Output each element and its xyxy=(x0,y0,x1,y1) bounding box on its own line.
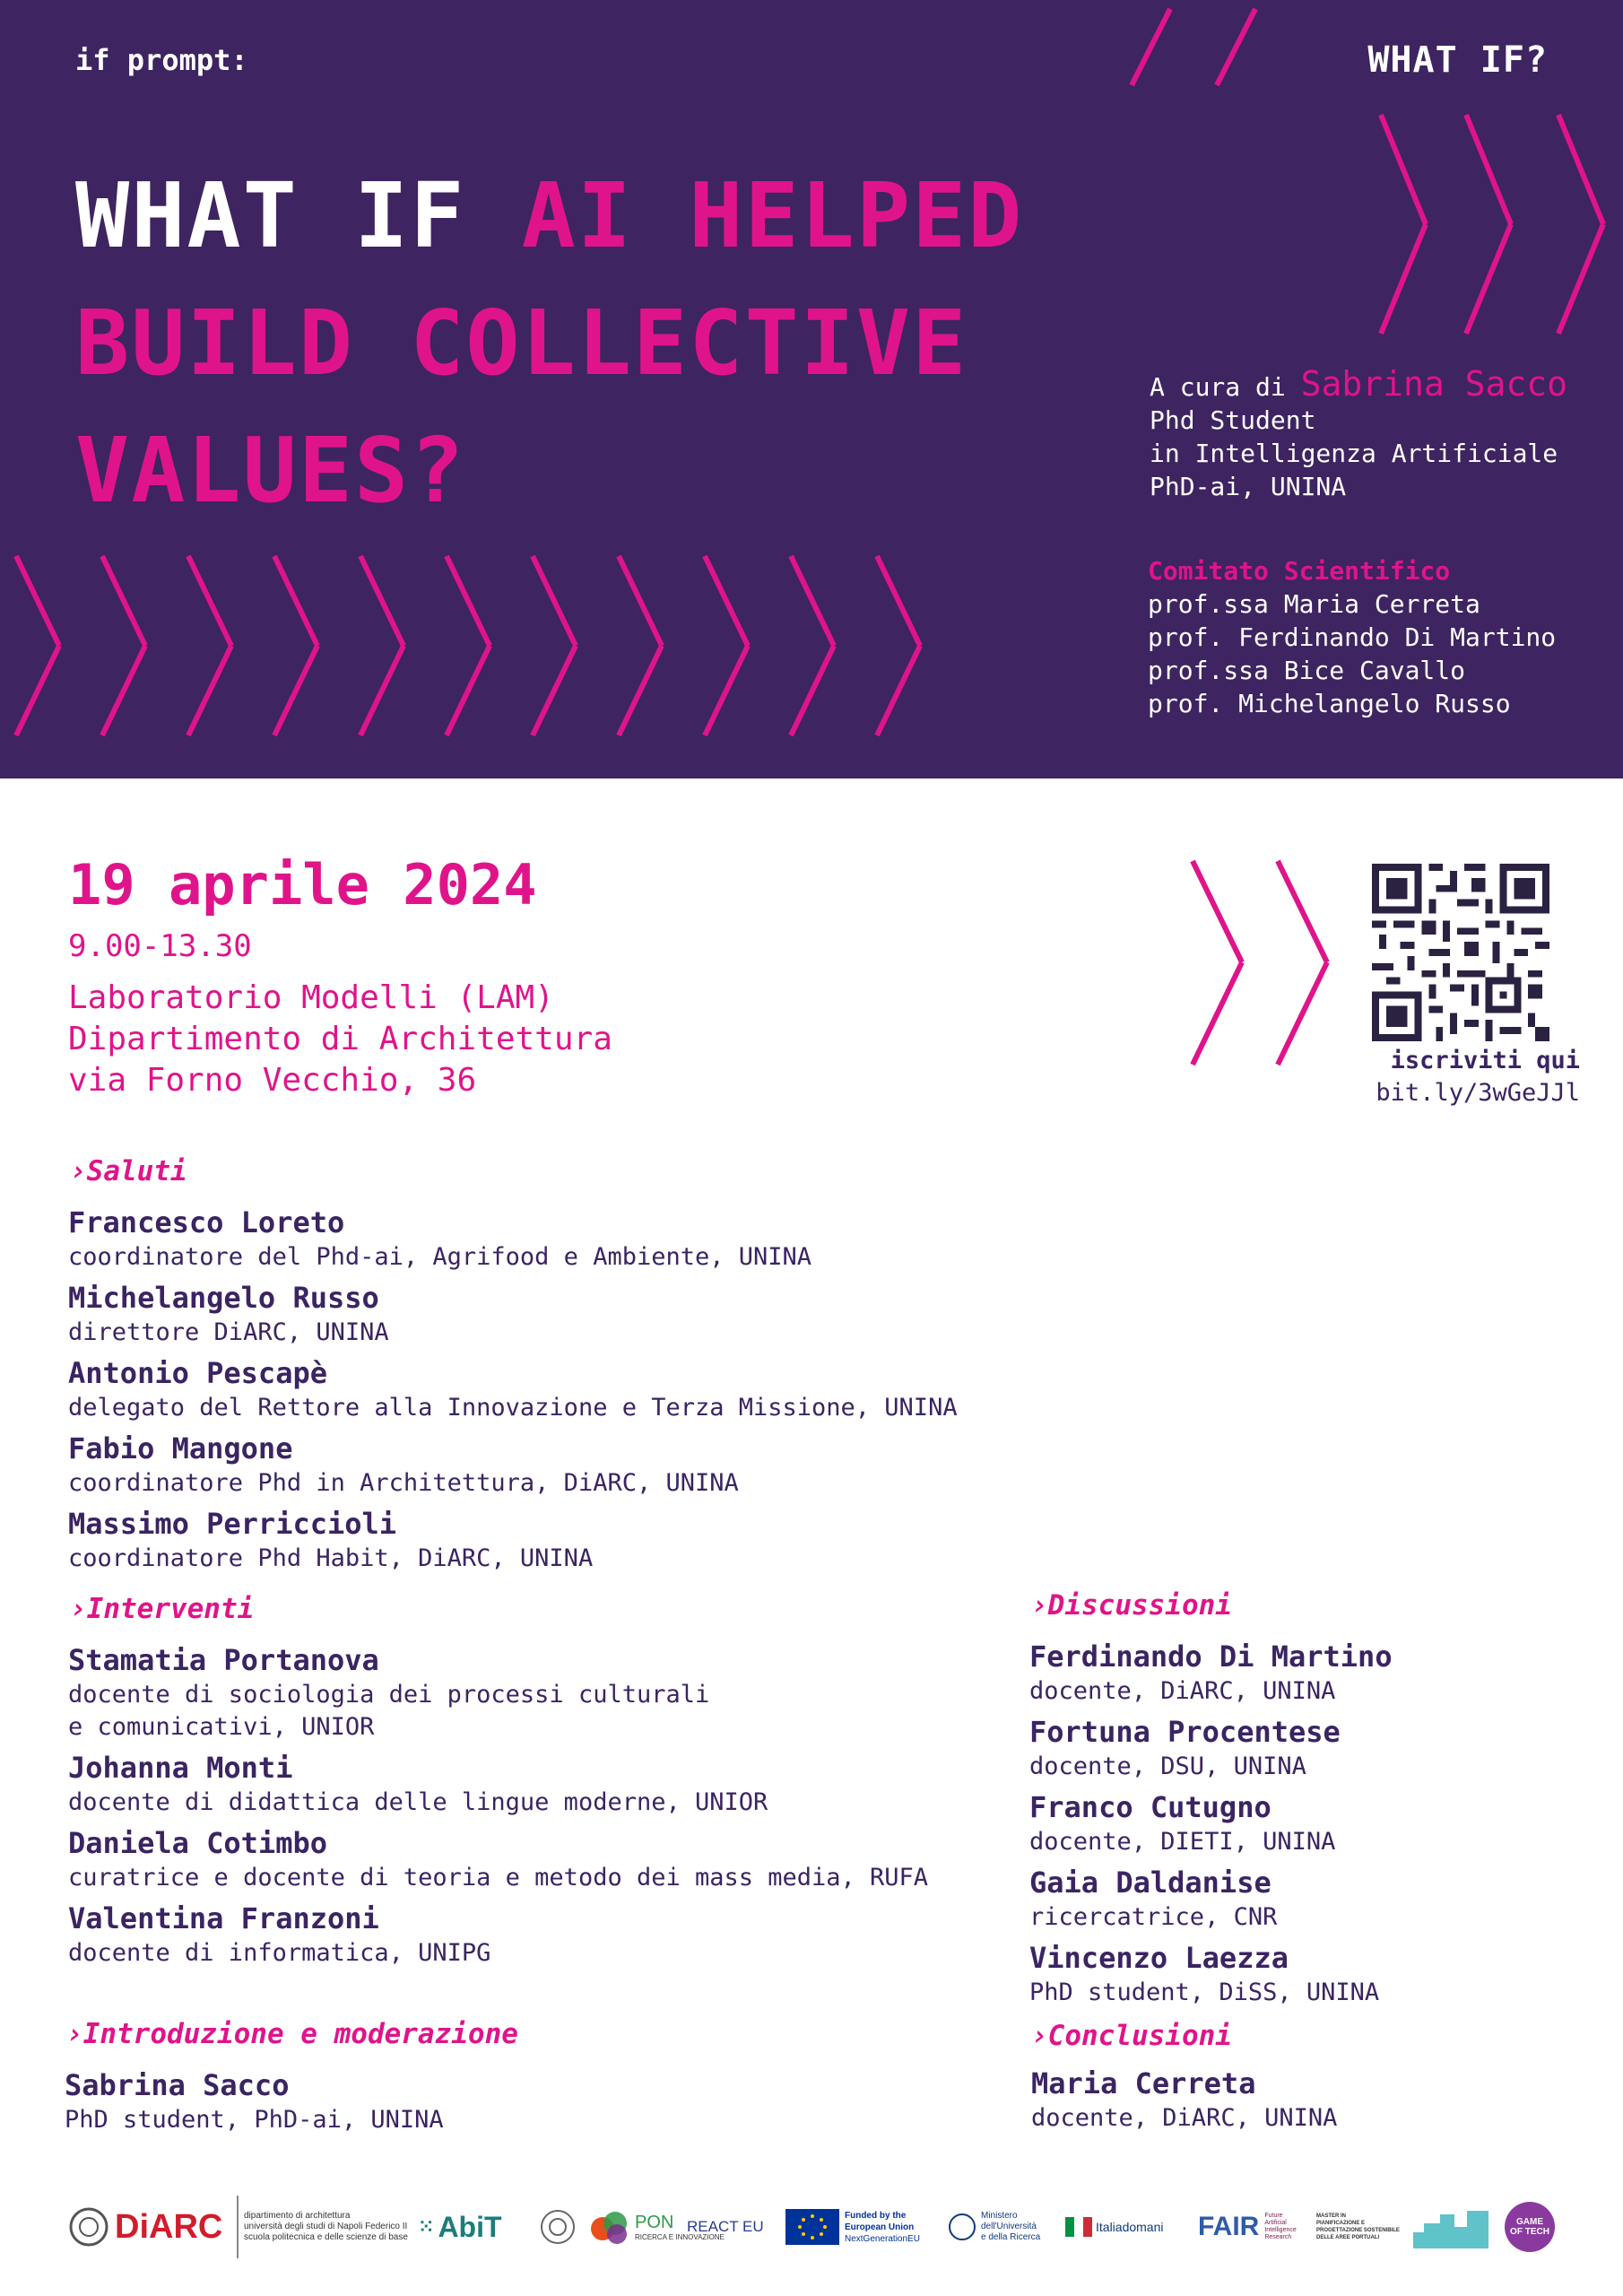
person-name: Fabio Mangone xyxy=(68,1431,293,1465)
curator-role: Phd Student xyxy=(1150,405,1316,435)
section-heading-introduzione: ›Introduzione e moderazione xyxy=(66,2018,518,2050)
person-name: Ferdinando Di Martino xyxy=(1029,1639,1393,1674)
person-role: PhD student, DiSS, UNINA xyxy=(1029,1979,1380,2006)
person-role: e comunicativi, UNIOR xyxy=(68,1713,375,1741)
list-item xyxy=(1029,1638,1393,1708)
master-logo xyxy=(1316,2196,1400,2258)
conclusioni-list xyxy=(1031,2065,1337,2140)
event-time: 9.00-13.30 xyxy=(68,928,252,964)
person-role: coordinatore del Phd-ai, Agrifood e Ambiente, UNINA xyxy=(68,1243,812,1271)
abit-dots-icon: ⁙ xyxy=(418,2215,435,2238)
person-name: Stamatia Portanova xyxy=(68,1643,379,1677)
register-label: iscriviti qui xyxy=(1390,1047,1580,1074)
person-role: docente, DiARC, UNINA xyxy=(1031,2104,1338,2132)
list-item xyxy=(65,2066,444,2136)
list-item xyxy=(68,1641,928,1744)
curator-block xyxy=(1150,364,1567,503)
abit-logo xyxy=(418,2196,502,2258)
mur-line: dell'Università xyxy=(981,2222,1037,2231)
introduzione-list xyxy=(65,2066,444,2142)
unina-seal-icon xyxy=(68,2196,109,2258)
person-name: Francesco Loreto xyxy=(68,1205,345,1239)
venue-line: via Forno Vecchio, 36 xyxy=(68,1062,477,1099)
interventi-list xyxy=(68,1641,928,1975)
pon-sub: RICERCA E INNOVAZIONE xyxy=(635,2233,725,2241)
list-item xyxy=(1029,1939,1393,2009)
master-line: PIANIFICAZIONE E xyxy=(1316,2221,1366,2226)
comitato-member: prof. Ferdinando Di Martino xyxy=(1148,622,1557,652)
section-heading-interventi: ›Interventi xyxy=(70,1593,255,1625)
curator-name: Sabrina Sacco xyxy=(1300,364,1567,404)
game-line: GAME xyxy=(1516,2217,1543,2227)
saluti-list xyxy=(68,1204,958,1580)
curator-role: in Intelligenza Artificiale xyxy=(1150,439,1558,468)
person-name: Valentina Franzoni xyxy=(68,1901,379,1935)
italiadomani-logo xyxy=(1065,2196,1164,2258)
title-magenta-part: AI HELPED xyxy=(521,163,1024,268)
mur-emblem-icon xyxy=(947,2212,977,2242)
person-role: curatrice e docente di teoria e metodo dei mass media, RUFA xyxy=(68,1864,929,1892)
game-of-tech-logo xyxy=(1505,2196,1555,2258)
list-item xyxy=(68,1354,958,1424)
registration-block xyxy=(1345,1045,1580,1109)
person-role: docente di didattica delle lingue moderne, UNIOR xyxy=(68,1788,768,1816)
curator-role: PhD-ai, UNINA xyxy=(1150,472,1347,501)
diarc-subtitle xyxy=(237,2196,408,2258)
partner-logos-bar xyxy=(68,2196,1557,2258)
list-item xyxy=(1029,1788,1393,1858)
comitato-member: prof. Michelangelo Russo xyxy=(1148,689,1511,718)
comitato-member: prof.ssa Maria Cerreta xyxy=(1148,589,1480,619)
person-role: docente di sociologia dei processi culturali xyxy=(68,1681,710,1709)
section-heading-discussioni: ›Discussioni xyxy=(1031,1589,1232,1622)
mur-line: e della Ricerca xyxy=(981,2232,1041,2242)
seal-icon xyxy=(538,2196,577,2258)
person-name: Gaia Daldanise xyxy=(1029,1866,1271,1900)
discussioni-list xyxy=(1029,1638,1393,2014)
master-line: MASTER IN xyxy=(1316,2213,1346,2219)
curator-prefix: A cura di xyxy=(1150,372,1286,402)
comitato-heading: Comitato Scientifico xyxy=(1148,556,1451,586)
venue-line: Dipartimento di Architettura xyxy=(68,1021,612,1057)
header-banner xyxy=(0,0,1623,778)
react-eu-logo: REACT EU xyxy=(687,2218,764,2235)
person-name: Antonio Pescapè xyxy=(68,1356,327,1390)
master-line: DELLE AREE PORTUALI xyxy=(1316,2235,1380,2240)
person-name: Johanna Monti xyxy=(68,1751,293,1785)
list-item xyxy=(68,1749,928,1819)
person-role: docente, DSU, UNINA xyxy=(1029,1752,1306,1780)
diarc-sub-line: università degli studi di Napoli Federico II xyxy=(244,2222,408,2231)
person-role: delegato del Rettore alla Innovazione e Terza Missione, UNINA xyxy=(68,1394,958,1422)
chevron-decoration-right xyxy=(1184,857,1363,1072)
event-venue xyxy=(68,978,612,1101)
section-heading-conclusioni: ›Conclusioni xyxy=(1031,2020,1232,2052)
title-line-2: BUILD COLLECTIVE xyxy=(75,291,968,396)
fair-line: Research xyxy=(1264,2234,1292,2240)
list-item xyxy=(1029,1864,1393,1934)
what-if-label: WHAT IF? xyxy=(1367,39,1548,81)
fair-line: Future xyxy=(1264,2213,1283,2219)
list-item xyxy=(68,1900,928,1970)
eu-flag-icon xyxy=(785,2209,839,2245)
fair-label: FAIR xyxy=(1198,2212,1260,2241)
list-item xyxy=(1031,2065,1337,2135)
list-item xyxy=(68,1279,958,1349)
event-date: 19 aprile 2024 xyxy=(68,852,537,918)
person-name: Daniela Cotimbo xyxy=(68,1826,327,1860)
game-line: OF TECH xyxy=(1510,2227,1549,2237)
person-role: direttore DiARC, UNINA xyxy=(68,1318,389,1346)
diarc-sub-line: scuola politecnica e delle scienze di base xyxy=(244,2232,408,2242)
list-item xyxy=(68,1430,958,1500)
person-role: docente di informatica, UNIPG xyxy=(68,1939,491,1967)
eu-line: Funded by the xyxy=(845,2210,907,2221)
person-role: docente, DiARC, UNINA xyxy=(1029,1677,1336,1705)
page-title xyxy=(75,152,1024,535)
eu-line: European Union xyxy=(845,2222,915,2232)
person-name: Massimo Perriccioli xyxy=(68,1507,397,1541)
section-heading-saluti: ›Saluti xyxy=(70,1155,187,1187)
person-name: Sabrina Sacco xyxy=(65,2068,290,2102)
eu-logo xyxy=(785,2196,920,2258)
person-role: PhD student, PhD-ai, UNINA xyxy=(65,2106,444,2134)
fair-line: Artificial xyxy=(1264,2220,1287,2226)
qr-code-icon[interactable] xyxy=(1372,864,1549,1041)
comitato-member: prof.ssa Bice Cavallo xyxy=(1148,656,1466,685)
italiadomani-label: Italiadomani xyxy=(1096,2220,1164,2234)
title-white-part: WHAT IF xyxy=(75,163,466,268)
person-role: coordinatore Phd Habit, DiARC, UNINA xyxy=(68,1544,594,1572)
person-name: Fortuna Procentese xyxy=(1029,1715,1341,1749)
fair-line: Intelligence xyxy=(1264,2227,1297,2233)
italy-flag-icon xyxy=(1065,2217,1092,2237)
fair-logo xyxy=(1198,2196,1297,2258)
person-name: Vincenzo Laezza xyxy=(1029,1941,1289,1975)
diarc-logo: DiARC xyxy=(115,2207,223,2246)
abit-label: AbiT xyxy=(438,2210,502,2243)
person-role: docente, DIETI, UNINA xyxy=(1029,1828,1336,1856)
pon-label: PON xyxy=(635,2213,674,2232)
list-item xyxy=(68,1505,958,1575)
person-role: coordinatore Phd in Architettura, DiARC, UNINA xyxy=(68,1469,739,1497)
person-name: Franco Cutugno xyxy=(1029,1790,1271,1824)
master-line: PROGETTAZIONE SOSTENIBILE xyxy=(1316,2228,1400,2233)
if-prompt-label: if prompt: xyxy=(75,43,248,77)
comitato-block xyxy=(1148,554,1556,720)
eu-line: NextGenerationEU xyxy=(845,2233,920,2244)
register-link[interactable]: bit.ly/3wGeJJl xyxy=(1376,1079,1580,1107)
list-item xyxy=(68,1204,958,1274)
person-role: ricercatrice, CNR xyxy=(1029,1903,1278,1931)
person-name: Michelangelo Russo xyxy=(68,1281,379,1315)
mur-line: Ministero xyxy=(981,2211,1018,2221)
port-skyline-icon xyxy=(1413,2196,1488,2258)
list-item xyxy=(68,1824,928,1894)
list-item xyxy=(1029,1713,1393,1783)
pon-circles-icon xyxy=(588,2207,631,2247)
mur-logo xyxy=(947,2196,1040,2258)
venue-line: Laboratorio Modelli (LAM) xyxy=(68,979,554,1016)
person-name: Maria Cerreta xyxy=(1031,2066,1256,2100)
title-line-3: VALUES? xyxy=(75,418,466,523)
diarc-sub-line: dipartimento di architettura xyxy=(244,2211,351,2221)
